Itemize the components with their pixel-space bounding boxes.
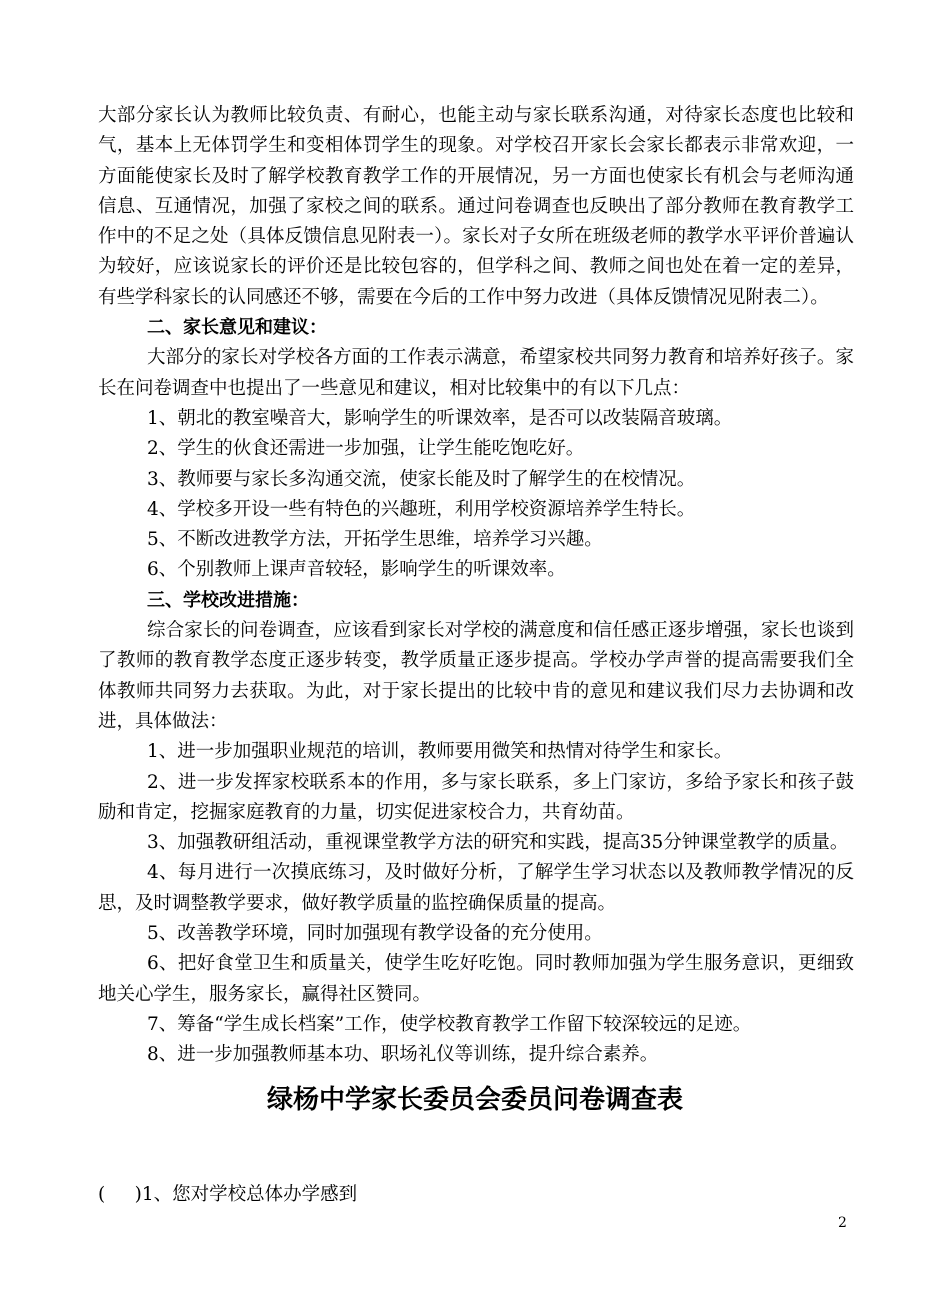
measure-item: 6、把好食堂卫生和质量关，使学生吃好吃饱。同时教师加强为学生服务意识，更细致地关心学生，服务家长，赢得社区赞同。 [98,953,854,1005]
measure-item: 5、改善教学环境，同时加强现有教学设备的充分使用。 [147,923,603,945]
measure-item: 4、每月进行一次摸底练习，及时做好分析，了解学生学习状态以及教师教学情况的反思，及时调整教学要求，做好教学质量的监控确保质量的提高。 [98,862,854,914]
measure-item: 3、加强教研组活动，重视课堂教学方法的研究和实践，提高35分钟课堂教学的质量。 [147,832,849,854]
measure-item: 7、筹备“学生成长档案”工作，使学校教育教学工作留下较深较远的足迹。 [147,1013,752,1035]
suggestion-item: 6、个别教师上课声音较轻，影响学生的听课效率。 [147,559,566,581]
suggestion-item: 3、教师要与家长多沟通交流，使家长能及时了解学生的在校情况。 [147,468,696,490]
measure-item: 2、进一步发挥家校联系本的作用，多与家长联系，多上门家访，多给予家长和孩子鼓励和肯定，挖掘家庭教育的力量，切实促进家校合力，共育幼苗。 [98,771,854,823]
section-heading-improvement-measures: 三、学校改进措施： [147,589,309,611]
document-body [98,101,854,1071]
intro-paragraph: 大部分家长认为教师比较负责、有耐心，也能主动与家长联系沟通，对待家长态度也比较和气，基本上无体罚学生和变相体罚学生的现象。对学校召开家长会家长都表示非常欢迎，一方面能使家长及时了解学校教育教学工作的开展情况，另一方面也使家长有机会与老师沟通信息、互通情况，加强了家校之间的联系。通过问卷调查也反映出了部分教师在教育教学工作中的不足之处（具体反馈信息见附表一）。家长对子女所在班级老师的教学水平评价普遍认为较好，应该说家长的评价还是比较包容的，但学科之间、教师之间也处在着一定的差异，有些学科家长的认同感还不够，需要在今后的工作中努力改进（具体反馈情况见附表二）。 [98,105,854,308]
section-intro-parent-suggestions: 大部分的家长对学校各方面的工作表示满意，希望家校共同努力教育和培养好孩子。家长在问卷调查中也提出了一些意见和建议，相对比较集中的有以下几点： [98,347,854,399]
section-heading-parent-suggestions: 二、家长意见和建议： [147,317,327,339]
suggestion-item: 2、学生的伙食还需进一步加强，让学生能吃饱吃好。 [147,438,585,460]
suggestion-item: 1、朝北的教室噪音大，影响学生的听课效率，是否可以改装隔音玻璃。 [147,407,733,429]
page-number: 2 [838,1215,847,1231]
suggestion-item: 5、不断改进教学方法，开拓学生思维，培养学习兴趣。 [147,529,603,551]
survey-question: ( )1、您对学校总体办学感到 [98,1184,358,1205]
survey-title: 绿杨中学家长委员会委员问卷调查表 [266,1085,683,1115]
measure-item: 8、进一步加强教师基本功、职场礼仪等训练，提升综合素养。 [147,1044,659,1066]
suggestion-item: 4、学校多开设一些有特色的兴趣班，利用学校资源培养学生特长。 [147,498,696,520]
section-intro-improvement-measures: 综合家长的问卷调查，应该看到家长对学校的满意度和信任感正逐步增强，家长也谈到了教师的教育教学态度正逐步转变，教学质量正逐步提高。学校办学声誉的提高需要我们全体教师共同努力去获取。为此，对于家长提出的比较中肯的意见和建议我们尽力去协调和改进，具体做法： [98,620,854,732]
measure-item: 1、进一步加强职业规范的培训，教师要用微笑和热情对待学生和家长。 [147,741,733,763]
